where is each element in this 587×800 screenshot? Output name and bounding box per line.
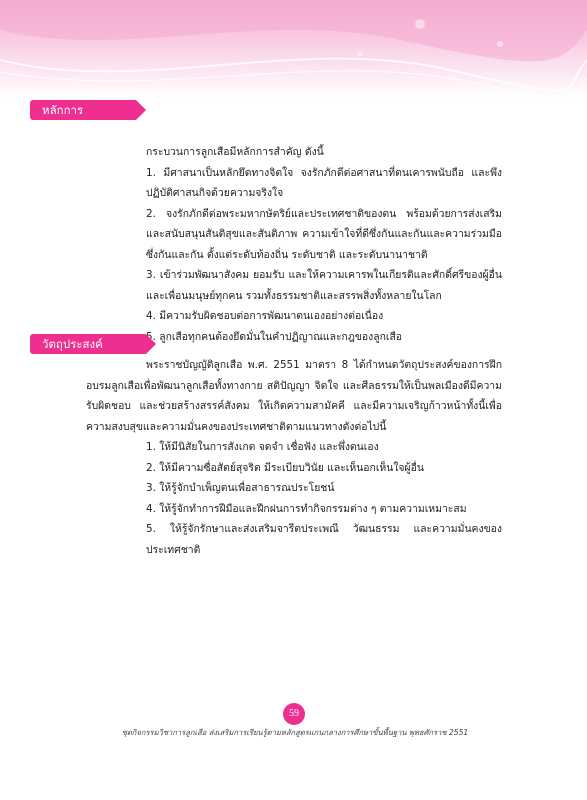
principle-item: 1. มีศาสนาเป็นหลักยึดทางจิตใจ จงรักภักดีต่อศาสนาที่ตนเคารพนับถือ และพึงปฏิบัติศาสนกิจด้วยความจริงใจ: [146, 166, 502, 199]
wave-decoration: [0, 0, 587, 98]
principle-item: 4. มีความรับผิดชอบต่อการพัฒนาตนเองอย่างต่อเนื่อง: [146, 310, 384, 322]
objective-item: 5. ให้รู้จักรักษาและส่งเสริมจารีตประเพณี วัฒนธรรม และความมั่นคงของประเทศชาติ: [146, 523, 502, 556]
page-number-badge: 59: [283, 703, 305, 725]
objectives-intro: พระราชบัญญัติลูกเสือ พ.ศ. 2551 มาตรา 8 ได้กำหนดวัตถุประสงค์ของการฝึกอบรมลูกเสือเพื่อพัฒนาลูกเสือทั้งทางกาย สติปัญญา จิตใจ และศีลธรรมให้เป็นพลเมืองดีมีความรับผิดชอบ และช่วยสร้างสรรค์สังคม ให้เกิดความสามัคคี และมีความเจริญก้าวหน้าทั้งนี้เพื่อความสงบสุขและความมั่นคงของประเทศชาติตามแนวทางดังต่อไปนี้: [86, 359, 502, 433]
objective-item: 1. ให้มีนิสัยในการสังเกต จดจำ เชื่อฟัง และพึ่งตนเอง: [146, 441, 379, 453]
principles-body: [86, 142, 502, 347]
section-label-objectives: วัตถุประสงค์: [30, 334, 146, 354]
objectives-body: [86, 355, 502, 560]
principles-intro: กระบวนการลูกเสือมีหลักการสำคัญ ดังนี้: [146, 146, 324, 158]
objective-item: 3. ให้รู้จักบำเพ็ญตนเพื่อสาธารณประโยชน์: [146, 482, 335, 494]
principle-item: 5. ลูกเสือทุกคนต้องยึดมั่นในคำปฏิญาณและกฎของลูกเสือ: [146, 330, 403, 343]
principle-item: 3. เข้าร่วมพัฒนาสังคม ยอมรับ และให้ความเคารพในเกียรติและศักดิ์ศรีของผู้อื่นและเพื่อนมนุษย์ทุกคน รวมทั้งธรรมชาติและสรรพสิ่งทั้งหลายในโลก: [146, 269, 502, 302]
objective-item: 2. ให้มีความซื่อสัตย์สุจริต มีระเบียบวินัย และเห็นอกเห็นใจผู้อื่น: [146, 461, 424, 474]
principle-item: 2. จงรักภักดีต่อพระมหากษัตริย์และประเทศชาติของตน พร้อมด้วยการส่งเสริมและสนับสนุนสันติสุขและสันติภาพ ความเข้าใจที่ดีซึ่งกันและกันและความร่วมมือซึ่งกันและกัน ตั้งแต่ระดับท้องถิ่น ระดับชาติ และระดับนานาชาติ: [146, 207, 502, 261]
header-decoration: [0, 0, 587, 98]
footer-text: ชุดกิจกรรมวิชาการลูกเสือ ส่งเสริมการเรียนรู้ตามหลักสูตรแกนกลางการศึกษาขั้นพื้นฐาน พุทธศักราช 2551: [121, 728, 469, 737]
objective-item: 4. ให้รู้จักทำการฝีมือและฝึกฝนการทำกิจกรรมต่าง ๆ ตามความเหมาะสม: [146, 502, 467, 515]
section-label-principles: หลักการ: [30, 100, 136, 120]
